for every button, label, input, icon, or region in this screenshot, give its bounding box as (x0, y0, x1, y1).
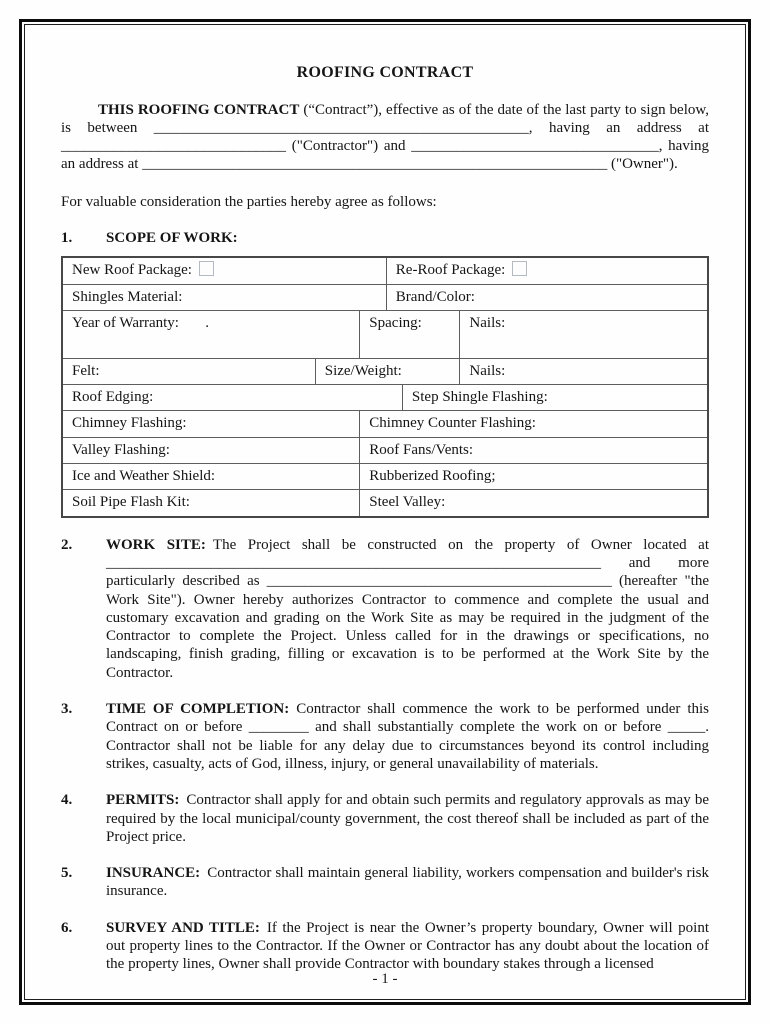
table-row (62, 385, 708, 411)
cell-label-shingles-material: Shingles Material: (72, 288, 183, 305)
cell-rubberized-roofing (360, 464, 708, 490)
page-title: ROOFING CONTRACT (296, 64, 474, 81)
cell-nails-1 (460, 310, 708, 358)
cell-label-spacing: Spacing: (369, 314, 422, 331)
clause-text: Contractor shall maintain general liability, workers compensation and builder's risk insurance. (106, 865, 709, 900)
table-row (62, 411, 708, 437)
clause-title: SCOPE OF WORK: (106, 230, 238, 246)
cell-roof-edging (62, 385, 402, 411)
clause-number: 1. (61, 230, 73, 246)
cell-label-size-weight: Size/Weight: (324, 362, 402, 379)
cell-shingles-material (62, 284, 386, 310)
clause-body (106, 229, 709, 247)
cell-nails-2 (460, 358, 708, 384)
cell-step-shingle-flashing (402, 385, 708, 411)
cell-roof-fans-vents (360, 437, 708, 463)
clause-number: 2. (61, 536, 73, 553)
clause-text: Contractor shall commence the work to be performed under this Contract on or before ________ and shall substantially complete the work on or before _____. Contractor shall not be liable for any delay due to circumstances beyond its control including strikes, casualty, acts of God, illness, injury, or general unavailability of materials. (106, 701, 709, 772)
cell-chimney-flashing (62, 411, 360, 437)
re-roof-package-checkbox[interactable] (512, 261, 527, 276)
clause-text: The Project shall be constructed on the property of Owner located at __________________________________________________________________ and more particularly described as ______________________________________________ (hereafter "the Work Site"). Owner hereby authorizes Contractor to commence and complete the usual and customary excavation and grading on the Work Site as may be required in the judgment of the Contractor to complete the Project. Unless called for in the drawings or specifications, no landscaping, finish grading, filling or excavation is to be performed at the Work Site by the Contractor. (106, 536, 709, 681)
cell-felt (62, 358, 315, 384)
clause-title: PERMITS: (106, 792, 180, 809)
cell-valley-flashing (62, 437, 360, 463)
cell-label-nails-2: Nails: (469, 362, 506, 379)
cell-brand-color (386, 284, 708, 310)
clause-title: TIME OF COMPLETION: (106, 701, 290, 718)
cell-label-roof-edging: Roof Edging: (72, 389, 154, 406)
cell-label-brand-color: Brand/Color: (395, 288, 475, 305)
clause-body (106, 536, 709, 682)
cell-label-year-of-warranty: Year of Warranty: . (72, 314, 209, 331)
clause-number: 6. (61, 919, 73, 936)
table-row (62, 464, 708, 490)
cell-label-ice-and-weather-shield: Ice and Weather Shield: (72, 468, 216, 485)
clause-number: 4. (61, 792, 73, 809)
cell-label-nails-1: Nails: (469, 314, 506, 331)
clause-body (106, 919, 709, 974)
scope-of-work-table (61, 256, 709, 517)
clause-number: 5. (61, 865, 73, 882)
cell-label-rubberized-roofing: Rubberized Roofing; (369, 468, 496, 485)
intro-lead-in: THIS ROOFING CONTRACT (98, 101, 300, 118)
clause-permits (61, 791, 709, 846)
clauses (61, 229, 709, 974)
cell-label-step-shingle-flashing: Step Shingle Flashing: (411, 389, 548, 406)
new-roof-package-checkbox[interactable] (199, 261, 214, 276)
consideration-paragraph: For valuable consideration the parties hereby agree as follows: (61, 193, 437, 210)
clause-scope-of-work (61, 229, 709, 247)
cell-label-steel-valley: Steel Valley: (369, 494, 446, 511)
clause-title: WORK SITE: (106, 536, 206, 553)
intro-text: (“Contract”), effective as of the date of the last party to sign below, is between __________________________________________________, having an address at ______________________________ ("Contractor") and _________________________________, having an address at ______________________________________________________________ ("Owner"). (61, 101, 709, 173)
table-row (62, 284, 708, 310)
table-row (62, 490, 708, 517)
cell-steel-valley (360, 490, 708, 517)
cell-label-roof-fans-vents: Roof Fans/Vents: (369, 441, 474, 458)
page-number: - 1 - (372, 971, 398, 987)
cell-year-of-warranty (62, 310, 360, 358)
cell-label-soil-pipe-flash-kit: Soil Pipe Flash Kit: (72, 494, 190, 511)
table-row (62, 358, 708, 384)
cell-label-chimney-flashing: Chimney Flashing: (72, 415, 187, 432)
cell-label-valley-flashing: Valley Flashing: (72, 441, 170, 458)
clause-survey-and-title (61, 919, 709, 974)
clause-work-site (61, 536, 709, 682)
cell-label-chimney-counter-flashing: Chimney Counter Flashing: (369, 415, 536, 432)
cell-size-weight (315, 358, 460, 384)
clause-insurance (61, 864, 709, 901)
clause-body (106, 700, 709, 773)
cell-ice-and-weather-shield (62, 464, 360, 490)
intro-paragraph (61, 101, 709, 174)
clause-text: If the Project is near the Owner’s property boundary, Owner will point out property lines to the Contractor. If the Owner or Contractor has any doubt about the location of the property lines, Owner shall provide Contractor with boundary stakes through a licensed (106, 919, 709, 973)
clause-title: INSURANCE: (106, 865, 201, 882)
table-row (62, 310, 708, 358)
cell-re-roof-package (386, 257, 708, 284)
clause-number: 3. (61, 701, 73, 718)
cell-chimney-counter-flashing (360, 411, 708, 437)
clause-title: SURVEY AND TITLE: (106, 919, 260, 936)
clause-text: Contractor shall apply for and obtain such permits and regulatory approvals as may be required by the local municipal/county government, the cost thereof shall be included as part of the Project price. (106, 792, 709, 845)
table-row (62, 257, 708, 284)
cell-spacing (360, 310, 460, 358)
table-row (62, 437, 708, 463)
cell-new-roof-package (62, 257, 386, 284)
cell-label-felt: Felt: (72, 362, 100, 379)
clause-time-of-completion (61, 700, 709, 773)
cell-soil-pipe-flash-kit (62, 490, 360, 517)
cell-label-re-roof-package: Re-Roof Package: (395, 262, 506, 279)
clause-body (106, 791, 709, 846)
document-content (25, 25, 745, 999)
clause-body (106, 864, 709, 901)
cell-label-new-roof-package: New Roof Package: (72, 262, 192, 279)
